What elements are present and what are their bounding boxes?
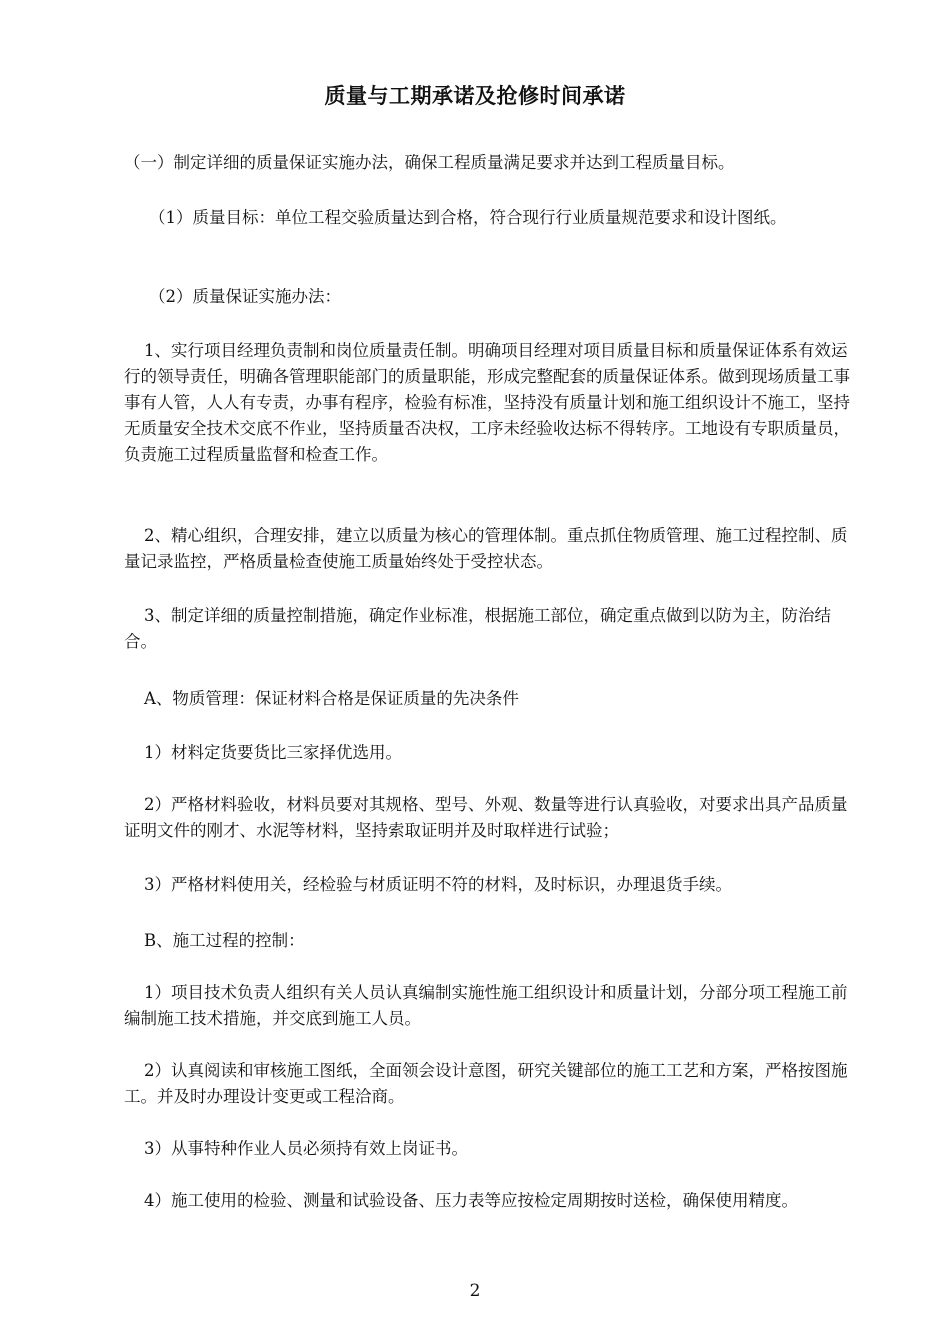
subsection-b-heading: B、施工过程的控制：	[144, 931, 305, 950]
paragraph-item-1: 1、实行项目经理负责制和岗位质量责任制。明确项目经理对项目质量目标和质量保证体系有效运行的领导责任，明确各管理职能部门的质量职能，形成完整配套的质量保证体系。做到现场质量工事事有人管，人人有专责，办事有程序，检验有标准，坚持没有质量计划和施工组织设计不施工，坚持无质量安全技术交底不作业，坚持质量否决权，工序未经验收达标不得转序。工地设有专职质量员，负责施工过程质量监督和检查工作。	[124, 341, 850, 464]
list-item-a1: 1）材料定货要货比三家择优选用。	[144, 743, 402, 762]
quality-method-heading: （2）质量保证实施办法：	[149, 287, 341, 306]
page-number: 2	[469, 1281, 481, 1301]
paragraph-item-2: 2、精心组织，合理安排，建立以质量为核心的管理体制。重点抓住物质管理、施工过程控制、质量记录监控，严格质量检查使施工质量始终处于受控状态。	[124, 526, 848, 571]
list-item-a2: 2）严格材料验收，材料员要对其规格、型号、外观、数量等进行认真验收，对要求出具产品质量证明文件的刚才、水泥等材料，坚持索取证明并及时取样进行试验；	[124, 795, 848, 840]
paragraph-item-3: 3、制定详细的质量控制措施，确定作业标准，根据施工部位，确定重点做到以防为主，防治结合。	[124, 606, 831, 651]
page-title: 质量与工期承诺及抢修时间承诺	[324, 84, 626, 108]
list-item-a3: 3）严格材料使用关，经检验与材质证明不符的材料，及时标识，办理退货手续。	[144, 875, 732, 894]
quality-target-paragraph: （1）质量目标：单位工程交验质量达到合格，符合现行行业质量规范要求和设计图纸。	[149, 208, 787, 227]
section-heading-1: （一）制定详细的质量保证实施办法，确保工程质量满足要求并达到工程质量目标。	[124, 153, 735, 172]
list-item-b2: 2）认真阅读和审核施工图纸，全面领会设计意图，研究关键部位的施工工艺和方案，严格按图施工。并及时办理设计变更或工程洽商。	[124, 1061, 848, 1106]
subsection-a-heading: A、物质管理：保证材料合格是保证质量的先决条件	[144, 689, 519, 708]
list-item-b4: 4）施工使用的检验、测量和试验设备、压力表等应按检定周期按时送检，确保使用精度。	[144, 1191, 798, 1210]
list-item-b1: 1）项目技术负责人组织有关人员认真编制实施性施工组织设计和质量计划，分部分项工程施工前编制施工技术措施，并交底到施工人员。	[124, 983, 848, 1028]
list-item-b3: 3）从事特种作业人员必须持有效上岗证书。	[144, 1139, 468, 1158]
